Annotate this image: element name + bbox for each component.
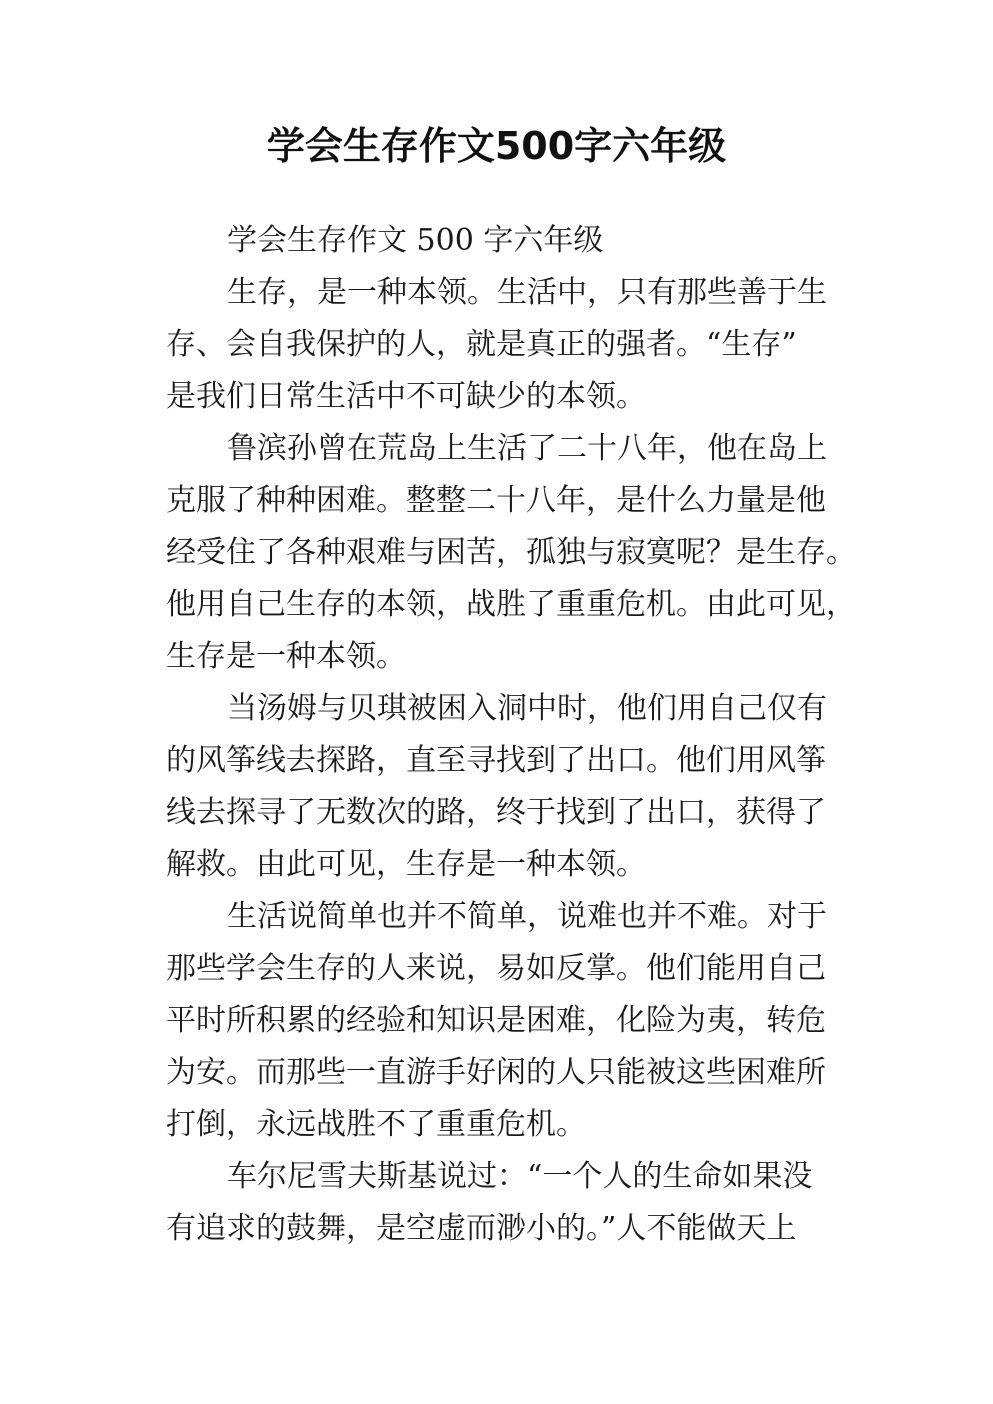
text-line: 车尔尼雪夫斯基说过：“一个人的生命如果没 [227, 1159, 813, 1194]
essay-body [166, 215, 856, 1255]
text-line: 存、会自我保护的人，就是真正的强者。“生存” [166, 327, 797, 362]
text-line: 学会生存作文 500 字六年级 [227, 223, 604, 258]
text-line: 生存，是一种本领。生活中，只有那些善于生 [227, 275, 827, 310]
text-line: 那些学会生存的人来说，易如反掌。他们能用自己 [166, 951, 826, 986]
text-line: 线去探寻了无数次的路，终于找到了出口，获得了 [166, 795, 826, 830]
page-title: 学会生存作文500字六年级 [266, 124, 727, 168]
text-line: 克服了种种困难。整整二十八年，是什么力量是他 [166, 483, 826, 518]
text-line: 鲁滨孙曾在荒岛上生活了二十八年，他在岛上 [227, 431, 827, 466]
text-line: 生活说简单也并不简单，说难也并不难。对于 [227, 899, 827, 934]
text-line: 有追求的鼓舞，是空虚而渺小的。”人不能做天上 [166, 1211, 797, 1246]
text-line: 当汤姆与贝琪被困入洞中时，他们用自己仅有 [227, 691, 827, 726]
text-line: 的风筝线去探路，直至寻找到了出口。他们用风筝 [166, 743, 826, 778]
text-line: 经受住了各种艰难与困苦，孤独与寂寞呢？是生存。 [166, 535, 856, 570]
text-line: 打倒，永远战胜不了重重危机。 [166, 1107, 586, 1142]
text-line: 是我们日常生活中不可缺少的本领。 [166, 379, 646, 414]
text-line: 生存是一种本领。 [166, 639, 406, 674]
text-line: 平时所积累的经验和知识是困难，化险为夷，转危 [166, 1003, 826, 1038]
text-line: 为安。而那些一直游手好闲的人只能被这些困难所 [166, 1055, 826, 1090]
text-line: 解救。由此可见，生存是一种本领。 [166, 847, 646, 882]
text-line: 他用自己生存的本领，战胜了重重危机。由此可见， [166, 587, 856, 622]
